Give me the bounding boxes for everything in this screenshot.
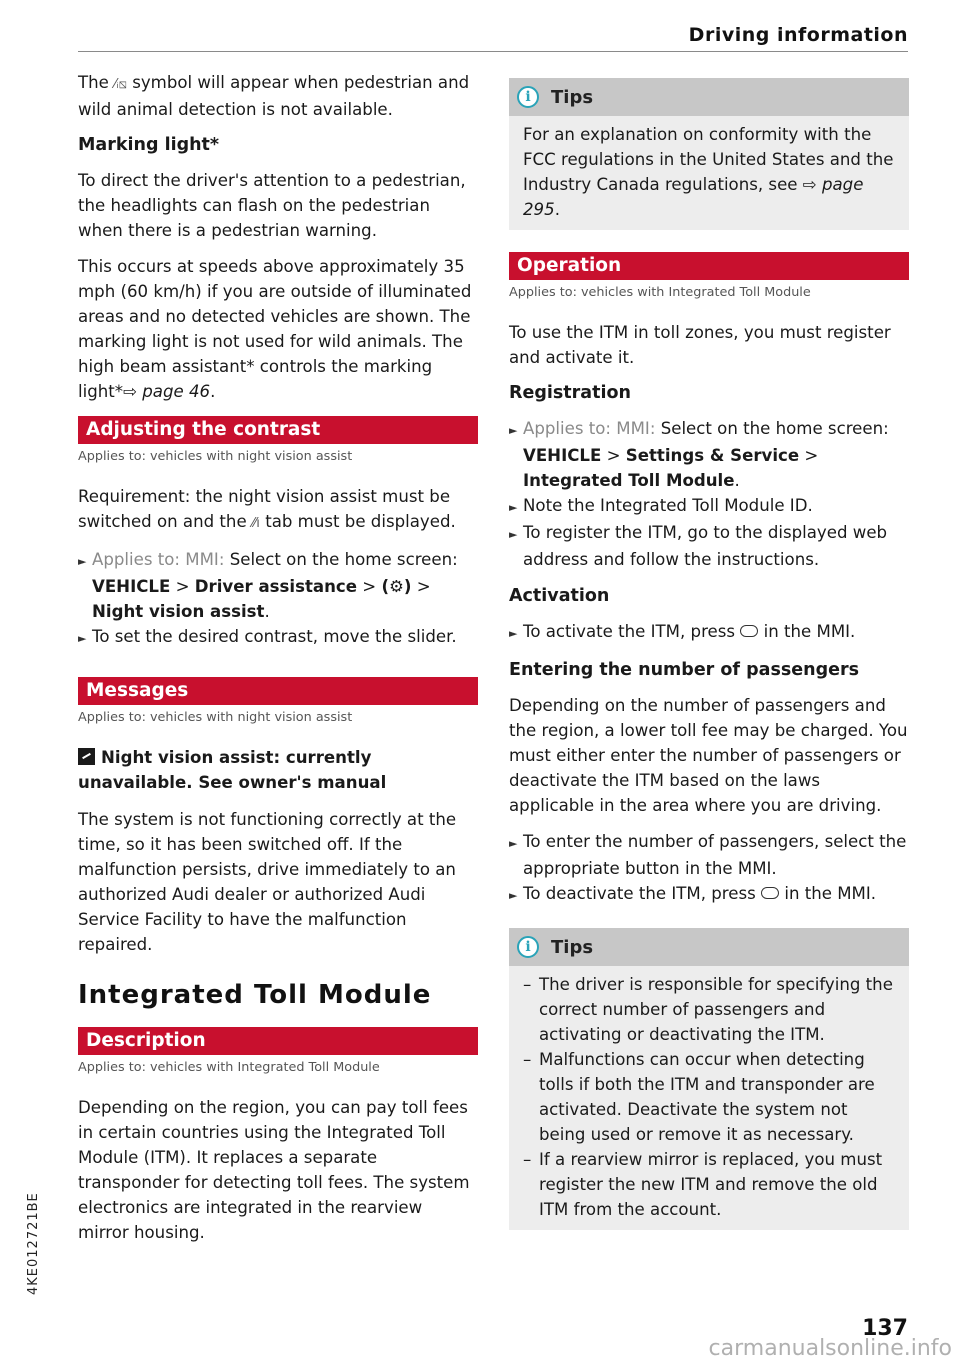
list-item: ► To register the ITM, go to the displayed web address and follow the instructions.: [509, 523, 888, 569]
list-item: ► Applies to: MMI: Select on the home screen: VEHICLE > Settings & Service > Integrated Toll Module.: [509, 419, 889, 490]
triangle-right-icon: ►: [509, 889, 518, 902]
para-depending-passengers: Depending on the number of passengers and the region, a lower toll fee may be charged. You must either enter the number of passengers or deactivate the ITM based on the laws applicable in the area where you are driving.: [509, 696, 908, 815]
para-use: To use the ITM in toll zones, you must register and activate it.: [509, 323, 891, 367]
list-item: – The driver is responsible for specifying the correct number of passengers and activating or deactivating the ITM.: [523, 975, 893, 1044]
list-item: ► To activate the ITM, press in the MMI.: [509, 619, 909, 646]
tips-box-itm: [509, 928, 909, 1230]
itm-button-icon: [761, 887, 779, 899]
heading-registration: Registration: [509, 383, 631, 403]
tips-box-fcc: [509, 78, 909, 230]
triangle-right-icon: ►: [509, 528, 518, 541]
tips-body: [509, 966, 909, 1230]
night-vision-icon: [78, 748, 95, 765]
triangle-right-icon: ►: [509, 501, 518, 514]
passenger-steps: [509, 829, 909, 908]
left-column: [78, 70, 478, 1256]
para-direct: To direct the driver's attention to a pedestrian, the headlights can flash on the pedestrian when there is a pedestrian warning.: [78, 171, 466, 240]
pedestrian-animal-icon: ⁄ᵢ⧅: [114, 77, 127, 92]
section-bar-operation: Operation: [509, 252, 909, 280]
section-bar-description: Description: [78, 1027, 478, 1055]
applies-messages: Applies to: vehicles with night vision assist: [78, 710, 353, 725]
applies-operation: Applies to: vehicles with Integrated Toll Module: [509, 285, 811, 300]
night-vision-tab-icon: ⁄⁄ı: [251, 516, 260, 531]
page-header-title: Driving information: [688, 24, 908, 46]
triangle-right-icon: ►: [78, 555, 87, 568]
tips-header: i Tips: [509, 78, 909, 116]
applies-contrast: Applies to: vehicles with night vision assist: [78, 449, 353, 464]
list-item: ► Note the Integrated Toll Module ID.: [509, 493, 909, 520]
page-ref-46[interactable]: ⇨ page 46: [123, 382, 211, 401]
chapter-title: Integrated Toll Module: [78, 980, 432, 1010]
heading-activation: Activation: [509, 586, 610, 606]
watermark: carmanualsonline.info: [708, 1336, 952, 1361]
page-number: 137: [862, 1316, 908, 1341]
triangle-right-icon: ►: [509, 627, 518, 640]
registration-steps: [509, 416, 909, 572]
triangle-right-icon: ►: [509, 424, 518, 437]
contrast-steps: [78, 547, 478, 651]
heading-nv-unavailable: Night vision assist: currently unavailable. See owner's manual: [78, 748, 387, 792]
tips-body: For an explanation on conformity with the FCC regulations in the United States and the Industry Canada regulations, see ⇨ page 295.: [523, 125, 894, 219]
section-bar-contrast: Adjusting the contrast: [78, 416, 478, 444]
list-item: – Malfunctions can occur when detecting tolls if both the ITM and transponder are activated. Deactivate the system not being used or remove it as necessary.: [523, 1050, 875, 1144]
list-item: ► To set the desired contrast, move the slider.: [78, 624, 478, 651]
heading-marking-light: Marking light*: [78, 135, 220, 155]
para-system: The system is not functioning correctly at the time, so it has been switched off. If the malfunction persists, drive immediately to an authorized Audi dealer or authorized Audi Service Facility to have the malfunction repaired.: [78, 810, 457, 954]
header-rule: [78, 51, 908, 52]
activation-steps: [509, 619, 909, 646]
info-circle-icon: i: [517, 936, 539, 958]
page-ref-295[interactable]: ⇨ page 295: [523, 175, 864, 219]
applies-description: Applies to: vehicles with Integrated Toll Module: [78, 1060, 380, 1075]
triangle-right-icon: ►: [78, 632, 87, 645]
para-occurs: This occurs at speeds above approximately 35 mph (60 km/h) if you are outside of illuminated areas and no detected vehicles are shown. The marking light is not used for wild animals. The high beam assistant* controls the marking light*⇨ page 46.: [78, 257, 472, 401]
list-item: – If a rearview mirror is replaced, you must register the new ITM and remove the old ITM from the account.: [523, 1150, 883, 1219]
tips-header: i Tips: [509, 928, 909, 966]
para-requirement: Requirement: the night vision assist must be switched on and the ⁄⁄ı tab must be displayed.: [78, 487, 456, 531]
section-bar-messages: Messages: [78, 677, 478, 705]
triangle-right-icon: ►: [509, 837, 518, 850]
symbol-note: The ⁄ᵢ⧅ symbol will appear when pedestrian and wild animal detection is not available.: [78, 73, 470, 119]
document-code: 4KE012721BE: [26, 1192, 41, 1295]
list-item: ► Applies to: MMI: Select on the home screen: VEHICLE > Driver assistance > (⚙) > Night vision assist.: [78, 550, 458, 621]
list-item: ► To deactivate the ITM, press in the MMI.: [509, 881, 909, 908]
right-column: [509, 70, 909, 1252]
heading-entering: Entering the number of passengers: [509, 660, 860, 680]
para-depending: Depending on the region, you can pay toll fees in certain countries using the Integrated Toll Module (ITM). It replaces a separate transponder for detecting toll fees. The system electronics are integrated in the rearview mirror housing.: [78, 1098, 470, 1242]
itm-button-icon: [740, 625, 758, 637]
list-item: ► To enter the number of passengers, select the appropriate button in the MMI.: [509, 832, 907, 878]
info-circle-icon: i: [517, 86, 539, 108]
